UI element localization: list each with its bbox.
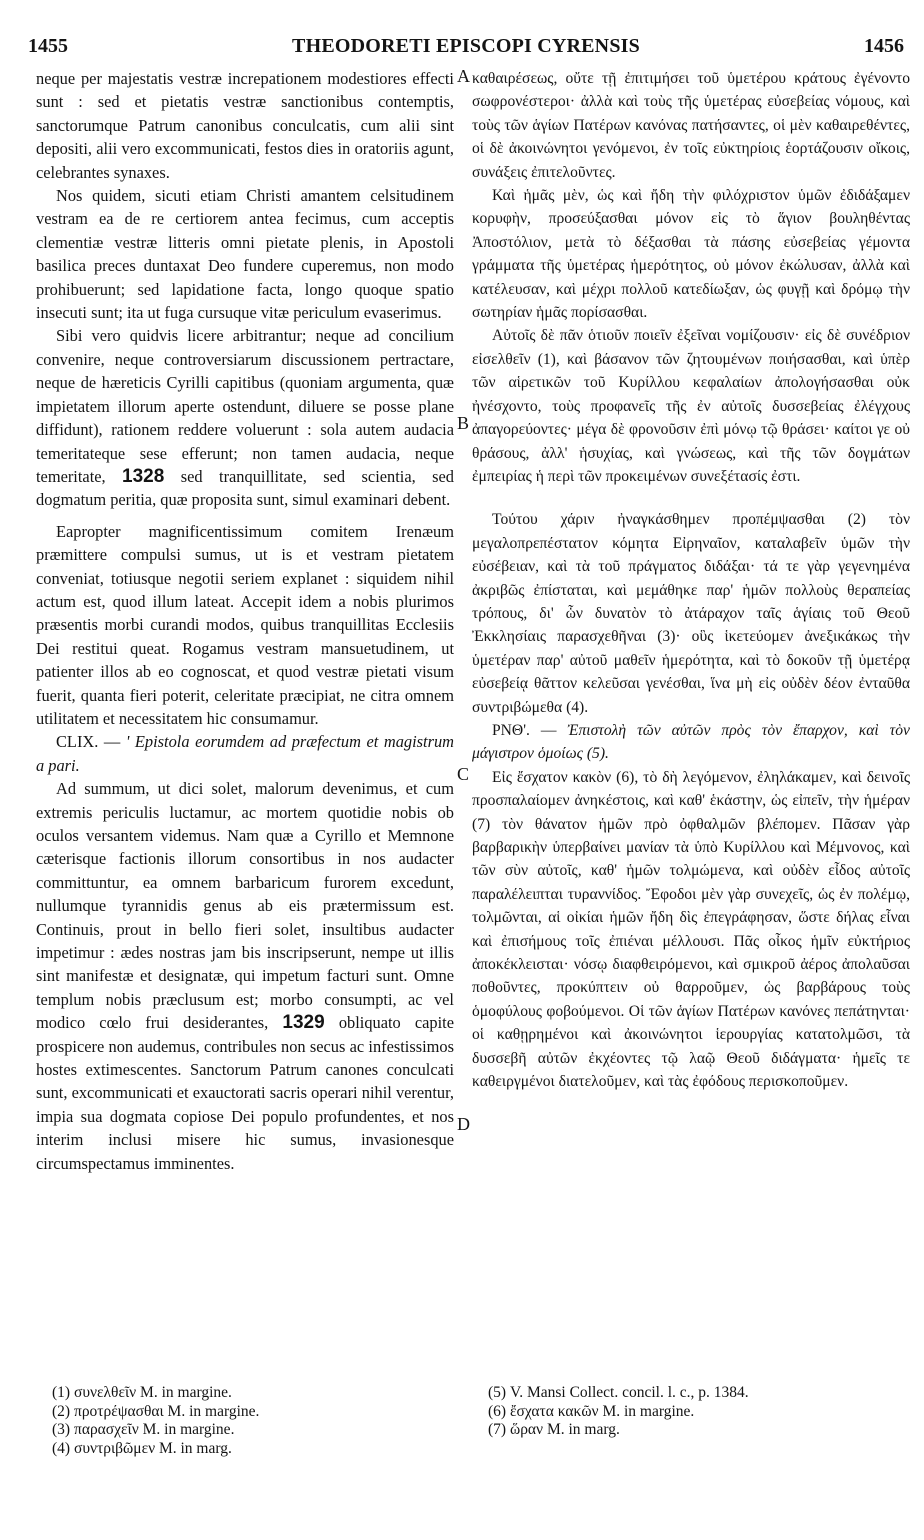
greek-paragraph: Τούτου χάριν ἠναγκάσθημεν προπέμψασθαι (2) τὸν μεγαλοπρεπέστατον κόμητα Εἰρηναῖον, καταλαβεῖν ὑμῶν τὴν εὐσέβειαν, καὶ τὰ τοῦ πράγματος διδάξαι· τά τε γὰρ γεγενημένα ἀκριβῶς ἐπίσταται, καὶ μεμάθηκε παρ' ἡμῶν πολλοὺς θεραπείας τρόπους, δι' ὧν δυνατὸν τὸ ἀτάραχον ταῖς ἁγίαις τοῦ Θεοῦ Ἐκκλησίαις παρασχεθῆναι (3)· οὓς ἱκετεύομεν ἀνεξικάκως τὴν ὑμετέραν παρ' αὐτοῦ μαθεῖν ἡμερότητα, καὶ τὸ δοκοῦν τῇ ὑμετέρᾳ εὐσεβείᾳ θᾶττον κελεῦσαι γενέσθαι, ἵνα μὴ εἰς οὐδὲν δέον ἐνταῦθα συντριβώμεθα (4). bbox=[472, 511, 910, 716]
greek-paragraph: Εἰς ἔσχατον κακὸν (6), τὸ δὴ λεγόμενον, ἐληλάκαμεν, καὶ δεινοῖς προσπαλαίομεν ἀνηκέστοις, καὶ καθ' ἑκάστην, ὡς εἰπεῖν, τὴν ἡμέραν (7) τὸν θάνατον ἡμῶν πρὸ ὀφθαλμῶν βλέπομεν. Πᾶσαν γὰρ βαρβαρικὴν ὑπερβαίνει μανίαν τὰ ὑπὸ Κυρίλλου καὶ Μέμνονος, καὶ τῶν σὺν αὐτοῖς, καθ' ἡμῶν τολμώμενα, καὶ οὐδὲν εἶδος αὐτοῖς παραλέλειπται τυραννίδος. Ἔφοδοι μὲν γὰρ συνεχεῖς, ὡς ἐν πολέμῳ, τολμῶνται, αἱ οἰκίαι ἡμῶν ἤδη δὶς ἐπεγράφησαν, ὥστε δήλας εἶναι καὶ ἐπισήμους τοῖς ἐπιέναι μέλλουσι. Πᾶς οἶκος ἡμῖν εὐκτήριος ἀποκέκλεισται· νόσῳ διαφθειρόμενοι, καὶ σμικροῦ ἀέρος ἀπολαῦσαι ποθοῦντες, προκύπτειν οὐ θαρροῦμεν, ὡς βαρβάρους τοὺς ὁμοφύλους φοβούμενοι. Οἱ τῶν ἁγίων Πατέρων κανόνες πεπάτηνται· οἱ καθῃρημένοι καὶ ἀκοινώνητοι ἱερουργίας κατατολμῶσι, τὰ δυσσεβῆ αὐτῶν ἐκχέοντες τῷ λαῷ Θεοῦ διδάγματα· ἡμεῖς τε καθειργμένοι διατελοῦμεν, καὶ τὰς ἐφόδους περισκοποῦμεν. bbox=[472, 768, 910, 1091]
footnotes-right bbox=[488, 1384, 908, 1440]
column-number-marker: 1328 bbox=[122, 465, 165, 487]
latin-paragraph: Eapropter magnificentissimum comitem Irenæum præmittere compulsi sumus, ut is et vestram pietatem conveniat, totiusque negotii seriem explanet : siquidem nihil actum est, quod illum lateat. Accepit idem a nobis plurimos præsentis morbi curandi modos, quibus tranquillitas Ecclesiis Dei restitui queat. Rogamus vestram mansuetudinem, ut patienter illos ab eo cognoscat, et quod vestræ pietati visum fuerit, quanta fieri poterit, celeritate præcipiat, ne citra omnem utilitatem et necessitatem hic consumamur. bbox=[36, 521, 454, 728]
footnote-mark: (6) bbox=[488, 1402, 507, 1420]
latin-heading-number: CLIX. — bbox=[56, 732, 121, 752]
footnote-mark: (2) bbox=[52, 1402, 71, 1420]
greek-paragraph: Καὶ ἡμᾶς μὲν, ὡς καὶ ἤδη τὴν φιλόχριστον ὑμῶν ἐδιδάξαμεν κορυφὴν, προσεύξασθαι μόνον εἰς τὸ ἅγιον βουληθέντας Ἀποστόλιον, μετὰ τὸ δέξασθαι τὰ πάσης εὐσεβείας γέμοντα γράμματα τῆς ὑμετέρας ἡμερότητος, οὐ μόνον ἐκώλυσαν, ἀλλὰ καὶ κατέλευσαν, καὶ μέχρι πολλοῦ κατεδίωξαν, ὡς φυγῇ καὶ δρόμῳ τὴν σωτηρίαν ἡμᾶς πορίσασθαι. bbox=[472, 187, 910, 322]
latin-paragraph bbox=[36, 777, 454, 1175]
latin-column bbox=[36, 67, 454, 1175]
footnote-text: V. Mansi Collect. concil. l. c., p. 1384. bbox=[510, 1384, 749, 1401]
footnote bbox=[52, 1421, 452, 1440]
footnote-text: συντριβῶμεν M. in marg. bbox=[74, 1439, 232, 1457]
column-number-marker: 1329 bbox=[282, 1012, 325, 1034]
margin-letter-d: D bbox=[457, 1114, 470, 1134]
footnote-text: προτρέψασθαι M. in margine. bbox=[74, 1402, 260, 1420]
greek-section-heading bbox=[472, 719, 910, 766]
greek-column bbox=[472, 67, 910, 1093]
page-number-right: 1456 bbox=[864, 35, 904, 57]
latin-paragraph-part: obliquato capite prospicere non audemus, contribules non secus ac infestissimos hostes extimescentes. Sanctorum Patrum canones conculcati sunt, excommunicati et exauctorati sacris operari nihil verentur, impia sua dogmata copiose Dei populo profundentes, et nos interim inclusi misere hic sumus, invasionesque circumspectamus imminentes. bbox=[36, 1013, 455, 1173]
footnote bbox=[488, 1421, 908, 1440]
footnote bbox=[52, 1440, 452, 1459]
footnote-mark: (7) bbox=[488, 1421, 507, 1439]
latin-paragraph bbox=[36, 324, 454, 511]
margin-letter-a: A bbox=[457, 66, 470, 86]
page-header bbox=[28, 35, 904, 65]
page-number-left: 1455 bbox=[28, 35, 68, 57]
footnote-mark: (1) bbox=[52, 1384, 71, 1401]
latin-paragraph: neque per majestatis vestræ increpationem modestiores effecti sunt : sed et pietatis vestræ sanctionibus contemptis, sanctorumque Patrum canonibus conculcatis, cum alii sint depositi, alii vero excommunicati, festos dies in oratoriis agunt, celebrantes synaxes. bbox=[36, 69, 454, 182]
footnote bbox=[52, 1403, 452, 1422]
footnote bbox=[488, 1403, 908, 1422]
running-title: THEODORETI EPISCOPI CYRENSIS bbox=[292, 35, 640, 57]
latin-paragraph-part: Ad summum, ut dici solet, malorum devenimus, et cum extremis periculis luctamur, ac mortem quotidie nobis ob oculos versantem videmus. Nam quæ a Cyrillo et Memnone cæterisque factionis illorum consortibus in nos audacter committuntur, ea omnem barbaricum furorem excedunt, nullumque tyrannidis genus ab eis prætermissum est. Continuis, prout in bello fieri solet, insultibus audacter impetimur : ædes nostras jam bis inscripserunt, nempe ut illis sint manifestæ et designatæ, qui impetum facturi sunt. Omne templum nobis præclusum est; morbo consumpti, ac vel modico cœlo frui desiderantes, bbox=[36, 779, 454, 1033]
margin-letter-c: C bbox=[457, 764, 470, 784]
latin-paragraph-part: sed tranquillitate, sed scientia, sed dogmatum peritia, quæ proposita sunt, simul examinari debent. bbox=[36, 466, 454, 510]
footnote-mark: (5) bbox=[488, 1384, 507, 1401]
greek-heading-number: ΡΝΘ'. — bbox=[492, 721, 557, 739]
latin-paragraph-part: Sibi vero quidvis licere arbitrantur; neque ad concilium convenire, neque controversiarum discussionem pertractare, neque de hæreticis Cyrilli capitibus (quoniam argumenta, quæ impietatem illorum aperte ostendunt, diluere se posse plane diffidunt), rationem reddere voluerunt : sola autem audacia temeritateque sese efferunt; non tamen audacia, neque temeritate, bbox=[36, 326, 454, 486]
footnote-mark: (3) bbox=[52, 1421, 71, 1439]
latin-paragraph: Nos quidem, sicuti etiam Christi amantem celsitudinem vestram ea de re certiorem antea fecimus, cum acceptis clementiæ vestræ litteris omni pietate plenis, in Apostoli basilica preces duntaxat Deo fundere cuperemus, non modo prohibuerunt; sed lapidatione facta, longo quoque spatio insecuti sunt; ita ut fuga cursuque vitæ periculum evaserimus. bbox=[36, 186, 454, 323]
footnote-text: ὥραν M. in marg. bbox=[510, 1421, 620, 1439]
greek-paragraph: Αὐτοῖς δὲ πᾶν ὁτιοῦν ποιεῖν ἐξεῖναι νομίζουσιν· εἰς δὲ συνέδριον εἰσελθεῖν (1), καὶ βάσανον τῶν ζητουμένων ποιήσασθαι, καὶ ὑπὲρ τῶν αἱρετικῶν τοῦ Κυρίλλου κεφαλαίων ἀπολογήσασθαι οὐκ ἠνέσχοντο, τοὺς προφανεῖς τῆς ἐν αὐτοῖς δυσσεβείας ἐλέγχους ἀπαγορεύοντες· μέγα δὲ φρονοῦσιν ἐπὶ μόνῳ τῷ θράσει· καίτοι γε οὐ θράσους, ἀλλ' ἡσυχίας, καὶ γνώσεως, καὶ τῆς τῶν δογμάτων ἐμπειρίας ἡ περὶ τῶν προκειμένων συνεξέτασίς ἐστι. bbox=[472, 327, 910, 485]
footnote-mark: (4) bbox=[52, 1439, 71, 1457]
latin-section-heading bbox=[36, 730, 454, 777]
latin-heading-title: ' Epistola eorumdem ad præfectum et magistrum a pari. bbox=[36, 732, 454, 775]
footnote bbox=[488, 1384, 908, 1403]
greek-heading-title: Ἐπιστολὴ τῶν αὐτῶν πρὸς τὸν ἔπαρχον, καὶ τὸν μάγιστρον ὁμοίως (5). bbox=[472, 721, 910, 763]
margin-letter-b: B bbox=[457, 413, 470, 433]
footnotes-left bbox=[52, 1384, 452, 1458]
greek-paragraph: καθαιρέσεως, οὔτε τῇ ἐπιτιμήσει τοῦ ὑμετέρου κράτους ἐγένοντο σωφρονέστεροι· ἀλλὰ καὶ τοὺς τῆς ὑμετέρας εὐσεβείας νόμους, καὶ τοὺς τῶν ἁγίων Πατέρων κανόνας πατήσαντες, οἱ μὲν καθαιρεθέντες, οἱ δὲ ἀκοινώνητοι γενόμενοι, ἐν τοῖς εὐκτηρίοις ἑορτάζουσιν οἴκοις, συνάξεις ἐπιτελοῦντες. bbox=[472, 70, 910, 181]
footnote-text: ἔσχατα κακῶν M. in margine. bbox=[510, 1402, 695, 1420]
footnote bbox=[52, 1384, 452, 1403]
footnote-text: παρασχεῖν M. in margine. bbox=[74, 1421, 235, 1439]
footnote-text: συνελθεῖν M. in margine. bbox=[74, 1384, 232, 1401]
